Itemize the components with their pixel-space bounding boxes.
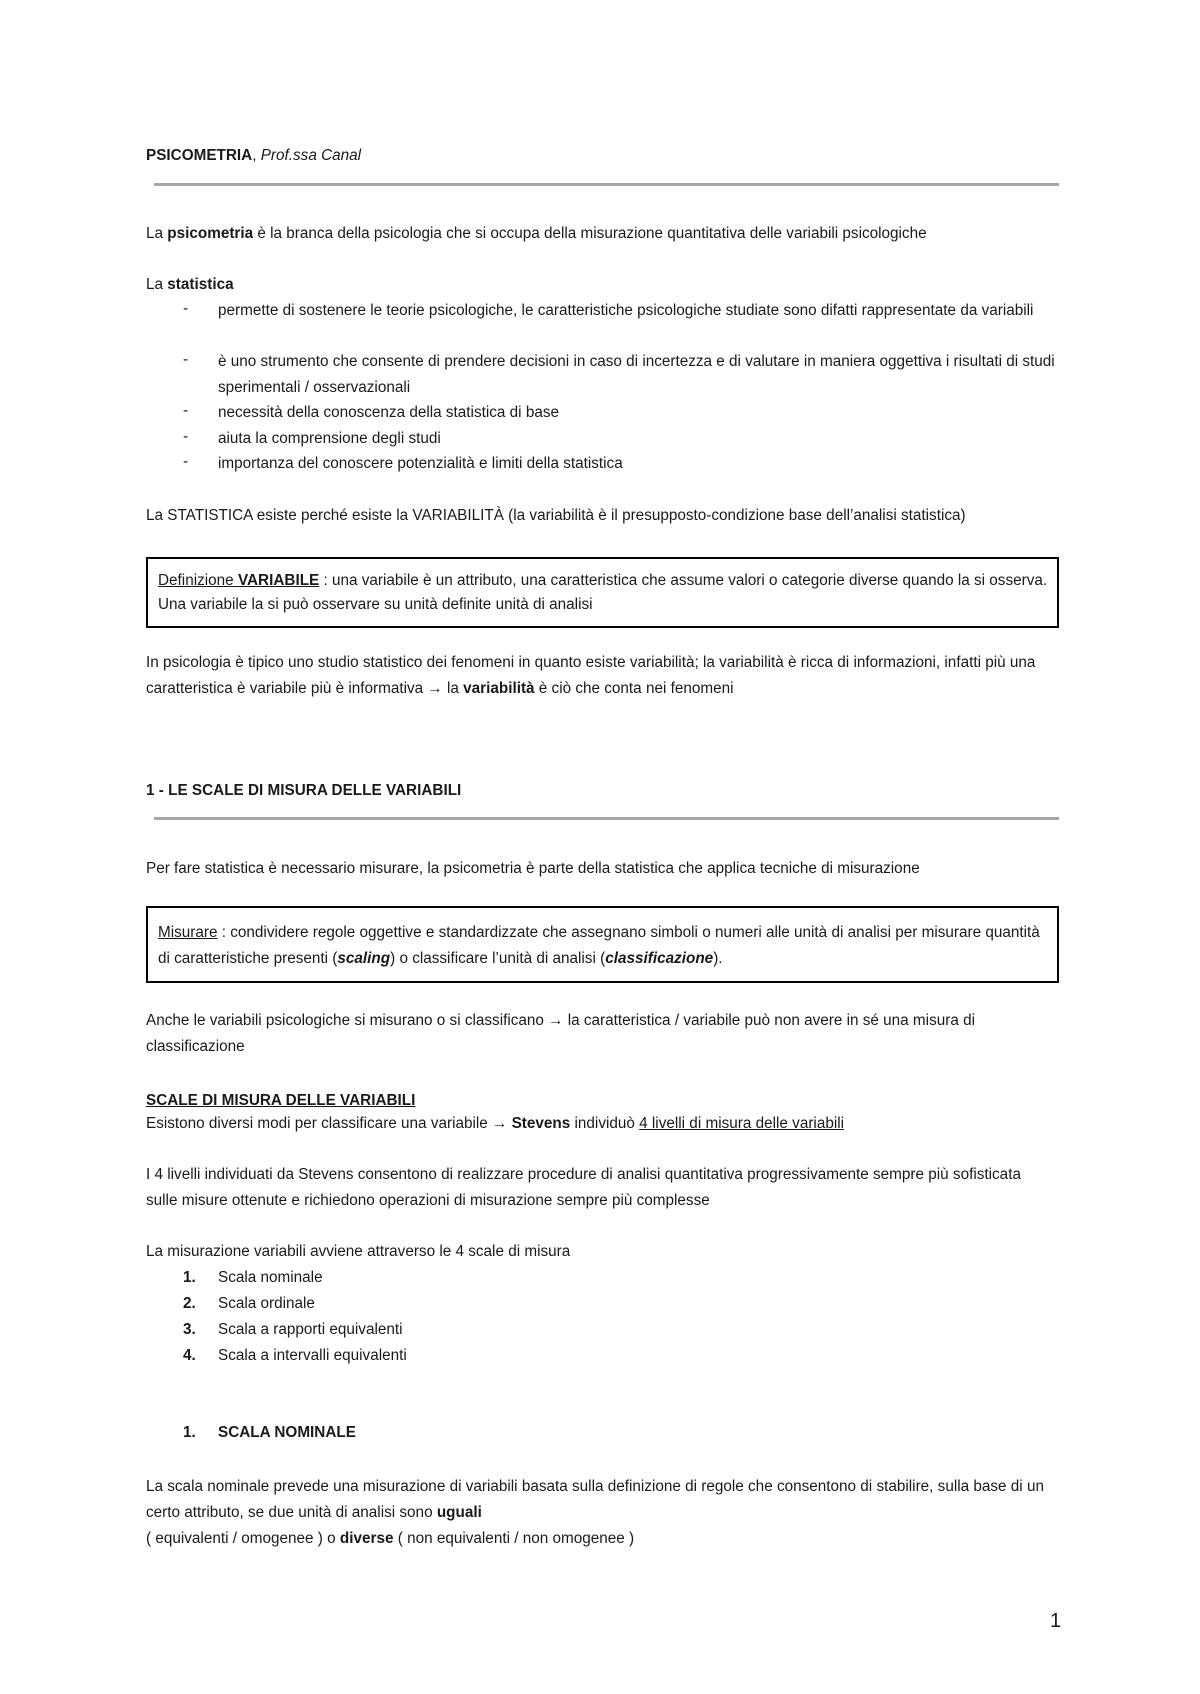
definition-label: Definizione: [158, 572, 238, 589]
list-number: 1.: [183, 1269, 196, 1286]
psychology-paragraph: [146, 650, 1052, 702]
list-item: Scala nominale: [218, 1269, 323, 1286]
nominal-text-b: ( equivalenti / omogenee ) o: [146, 1530, 340, 1547]
section-rule: [154, 817, 1059, 820]
measure-text-a: : condividere regole oggettive e standardizzate che assegnano simboli o numeri alle unità di analisi per misurare quantità di caratteristiche presenti (: [158, 924, 1040, 967]
stevens-levels: 4 livelli di misura delle variabili: [639, 1115, 845, 1132]
psychology-term: variabilità: [463, 680, 535, 697]
scaling-term: scaling: [337, 950, 391, 967]
stevens-text-a: Esistono diversi modi per classificare una variabile →: [146, 1115, 512, 1132]
intro-text-a: La: [146, 225, 168, 242]
section-heading: 1 - LE SCALE DI MISURA DELLE VARIABILI: [146, 782, 462, 799]
sub-heading: SCALE DI MISURA DELLE VARIABILI: [146, 1092, 416, 1109]
list-item: Scala a intervalli equivalenti: [218, 1347, 407, 1364]
nominal-different-term: diverse: [339, 1530, 394, 1547]
nominal-text-c: ( non equivalenti / non omogenee ): [393, 1530, 635, 1547]
subsection-heading: SCALA NOMINALE: [218, 1424, 356, 1441]
list-item: Scala ordinale: [218, 1295, 315, 1312]
variability-paragraph: La STATISTICA esiste perché esiste la VARIABILITÀ (la variabilità è il presupposto-condizione base dell’analisi statistica): [146, 507, 966, 524]
classification-paragraph: Anche le variabili psicologiche si misurano o si classificano → la caratteristica / variabile può non avere in sé una misura di classificazione: [146, 1012, 975, 1055]
psychology-text-a: In psicologia è tipico uno studio statistico dei fenomeni in quanto esiste variabilità; la variabilità è ricca di informazioni, infatti più una caratteristica è variabile più è informativa → la: [146, 654, 1036, 697]
statistica-prefix: La: [146, 276, 168, 293]
list-item: necessità della conoscenza della statistica di base: [218, 404, 559, 421]
document-title: [146, 147, 361, 165]
psychology-text-b: è ciò che conta nei fenomeni: [534, 680, 734, 697]
subsection-number: 1.: [183, 1424, 196, 1441]
measure-text-c: ).: [713, 950, 723, 967]
stevens-text-b: individuò: [570, 1115, 640, 1132]
header-rule: [154, 183, 1059, 186]
nominal-equal-term: uguali: [436, 1504, 482, 1521]
measure-text-b: ) o classificare l’unità di analisi (: [390, 950, 606, 967]
statistica-heading: [146, 272, 1052, 298]
measure-label: Misurare: [158, 924, 218, 941]
title-course: PSICOMETRIA: [146, 147, 253, 164]
scales-intro: La misurazione variabili avviene attraverso le 4 scale di misura: [146, 1243, 571, 1260]
bullet-dash: -: [183, 300, 189, 317]
intro-text-b: è la branca della psicologia che si occupa della misurazione quantitativa delle variabili psicologiche: [253, 225, 927, 242]
title-separator: ,: [252, 147, 261, 164]
list-item: permette di sostenere le teorie psicologiche, le caratteristiche psicologiche studiate sono difatti rappresentate da variabili: [218, 302, 1034, 319]
list-item: è uno strumento che consente di prendere decisioni in caso di incertezza e di valutare in maniera oggettiva i risultati di studi sperimentali / osservazionali: [218, 353, 1055, 396]
bullet-dash: -: [183, 351, 189, 368]
bullet-dash: -: [183, 428, 189, 445]
measure-definition-box: [146, 906, 1059, 983]
definition-term: VARIABILE: [237, 572, 320, 589]
measure-definition-text: [158, 920, 1049, 972]
list-item: aiuta la comprensione degli studi: [218, 430, 441, 447]
intro-term: psicometria: [167, 225, 254, 242]
statistica-term: statistica: [167, 276, 234, 293]
nominal-text-a: La scala nominale prevede una misurazione di variabili basata sulla definizione di regole che consentono di stabilire, sulla base di un certo attributo, se due unità di analisi sono: [146, 1478, 1044, 1521]
list-number: 2.: [183, 1295, 196, 1312]
stevens-paragraph: [146, 1111, 1052, 1137]
stevens-name: Stevens: [511, 1115, 571, 1132]
nominal-paragraph: [146, 1474, 1052, 1552]
classification-term: classificazione: [605, 950, 714, 967]
list-item: Scala a rapporti equivalenti: [218, 1321, 403, 1338]
title-professor: Prof.ssa Canal: [260, 147, 362, 164]
measure-paragraph: Per fare statistica è necessario misurare, la psicometria è parte della statistica che applica tecniche di misurazione: [146, 860, 920, 877]
definition-text: [158, 569, 1049, 617]
intro-paragraph: [146, 221, 1052, 247]
definition-body: : una variabile è un attributo, una caratteristica che assume valori o categorie diverse quando la si osserva. Una variabile la si può osservare su unità definite unità di analisi: [158, 572, 1048, 613]
list-item: importanza del conoscere potenzialità e limiti della statistica: [218, 455, 623, 472]
bullet-dash: -: [183, 402, 189, 419]
levels-paragraph: I 4 livelli individuati da Stevens consentono di realizzare procedure di analisi quantitativa progressivamente sempre più sofisticata sulle misure ottenute e richiedono operazioni di misurazione sempre più complesse: [146, 1166, 1021, 1209]
list-number: 4.: [183, 1347, 196, 1364]
definition-box: [146, 557, 1059, 628]
list-number: 3.: [183, 1321, 196, 1338]
bullet-dash: -: [183, 453, 189, 470]
page-number: 1: [1050, 1610, 1062, 1632]
